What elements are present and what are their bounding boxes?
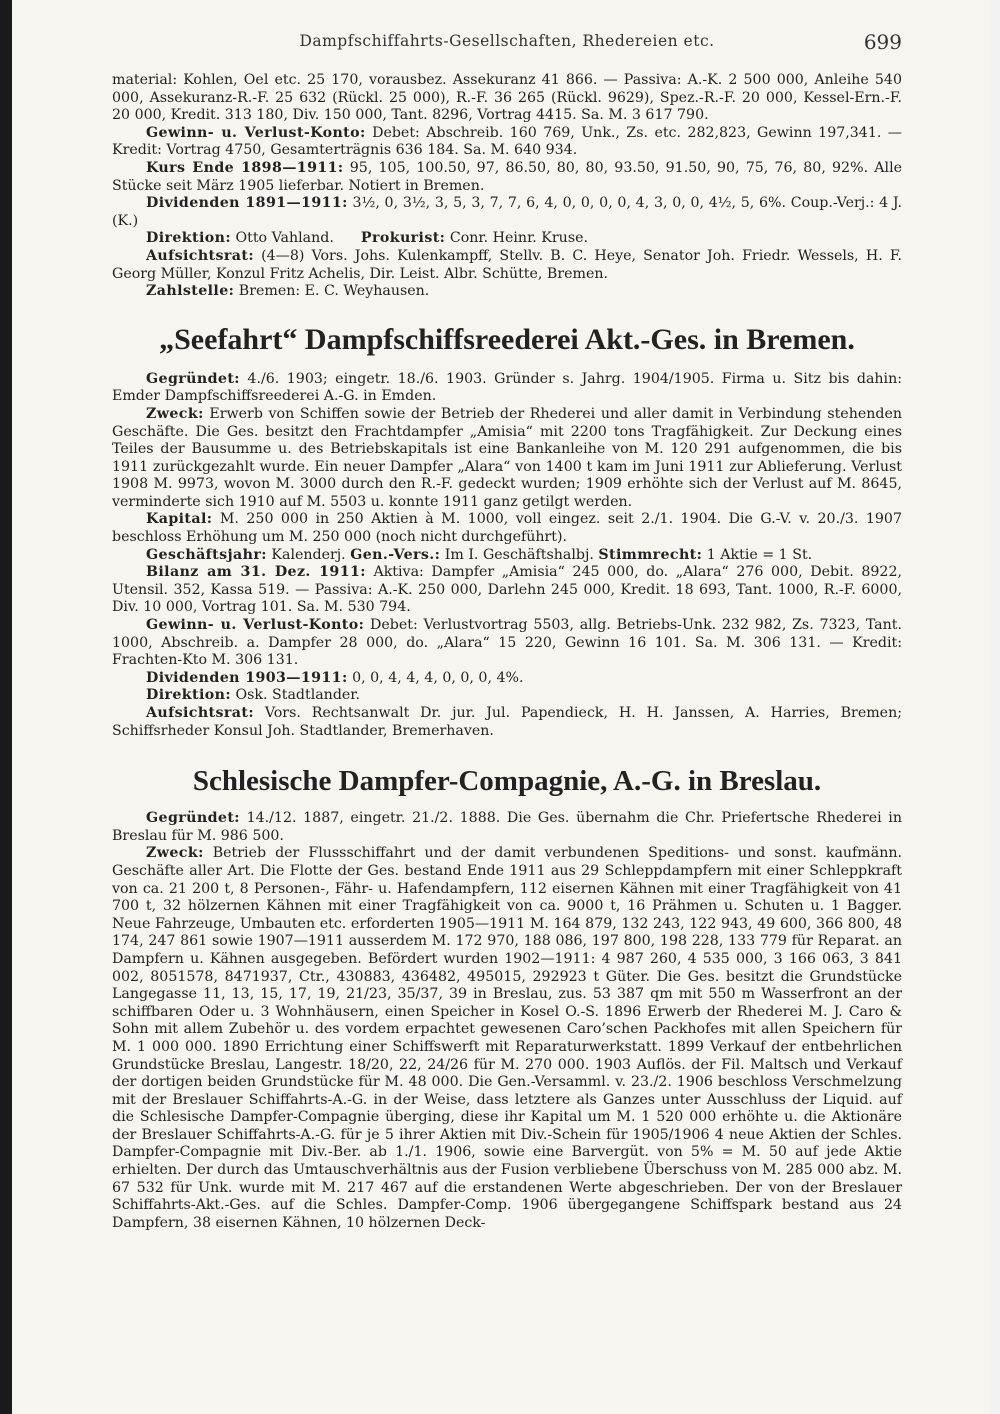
running-title: Dampfschiffahrts-Gesellschaften, Rhedereien etc. bbox=[299, 32, 715, 50]
previous-entry bbox=[112, 72, 902, 301]
page-number: 699 bbox=[863, 30, 902, 54]
dividends: Dividenden 1891—1911: 3½, 0, 3½, 3, 5, 3, 7, 7, 6, 4, 0, 0, 0, 0, 4, 3, 0, 0, 4½, 5, 6%. Coup.-Verj.: 4 J. (K.) bbox=[112, 195, 903, 229]
supervisory-board: Aufsichtsrat: (4—8) Vors. Johs. Kulenkampff, Stellv. B. C. Heye, Senator Joh. Friedr. Wessels, H. F. Georg Müller, Konzul Fritz Achelis, Dir. Leist. Albr. Schütte, Bremen. bbox=[112, 247, 903, 282]
founded: Gegründet: 14./12. 1887, eingetr. 21./2. 1888. Die Ges. übernahm die Chr. Priefertsche Rhederei in Breslau für M. 986 500. bbox=[112, 810, 902, 844]
profit-loss-account: Gewinn- u. Verlust-Konto: Debet: Abschreib. 160 769, Unk., Zs. etc. 282,823, Gewinn 197,341. — Kredit: Vortrag 4750, Gesamterträgnis 636 184. Sa. M. 640 934. bbox=[112, 124, 902, 159]
balance-sheet: Bilanz am 31. Dez. 1911: Aktiva: Dampfer „Amisia“ 245 000, do. „Alara“ 276 000, Debit. 8922, Utensil. 352, Kassa 519. — Passiva: A.-K. 250 000, Darlehn 245 000, Kredit. 18 693, Tant. 1000, R.-F. 6000, Div. 10 000, Vortrag 101. Sa. M. 530 794. bbox=[112, 564, 902, 616]
profit-loss-account: Gewinn- u. Verlust-Konto: Debet: Verlustvortrag 5503, allg. Betriebs-Unk. 232 982, Zs. 7323, Tant. 1000, Abschreib. a. Dampfer 28 000, do. „Alara“ 15 220, Gewinn 16 101. Sa. M. 306 131. — Kredit: Frachten-Kto M. 306 131. bbox=[112, 617, 902, 669]
purpose: Zweck: Betrieb der Flussschiffahrt und der damit verbundenen Speditions- und sonst. kaufmänn. Geschäfte aller Art. Die Flotte der Ges. bestand Ende 1911 aus 29 Schleppdampfern mit einer Schleppkraft von ca. 21 200 t, 8 Personen-, Fähr- u. Hafendampfern, 112 eisernen Kähnen mit einer Tragfähigkeit von 41 700 t, 32 hölzernen Kähnen mit einer Tragfähigkeit von ca. 9000 t, 16 Prähmen u. Schuten u. 1 Bagger. Neue Fahrzeuge, Umbauten etc. erforderten 1905—1911 M. 164 879, 132 243, 122 943, 49 600, 366 800, 48 174, 247 861 sowie 1907—1911 ausserdem M. 172 970, 188 086, 197 800, 198 228, 133 779 für Reparat. an Dampfern u. Kähnen ausgegeben. Befördert wurden 1902—1911: 4 987 260, 4 535 000, 3 166 063, 3 841 002, 8051578, 8471937, Ctr., 430883, 436482, 495015, 292923 t Güter. Die Ges. besitzt die Grundstücke Langegasse 11, 13, 15, 17, 19, 21/23, 35/37, 39 in Breslau, zus. 53 387 qm mit 550 m Wasserfront an der schiffbaren Oder u. 3 Wohnhäusern, einen Speicher in Kosel O.-S. 1896 Erwerb der Rhederei M. J. Caro & Sohn mit allem Zubehör u. des vordem erpachtet gewesenen Caro’schen Packhofes mit allen Speichern für M. 1 000 000. 1890 Errichtung einer Schiffswerft mit Reparaturwerkstatt. 1899 Verkauf der entbehrlichen Grundstücke Breslau, Langestr. 18/20, 22, 24/26 für M. 270 000. 1903 Auflös. der Fil. Maltsch und Verkauf der dortigen beiden Grundstücke für M. 48 000. Die Gen.-Versamml. v. 23./2. 1906 beschloss Verschmelzung mit der Breslauer Schiffahrts-A.-G. in der Weise, dass letztere als Ganzes unter Ausschluss der Liquid. auf die Schlesische Dampfer-Compagnie überging, diese ihr Kapital um M. 1 520 000 erhöhte u. die Aktionäre der Breslauer Schiffahrts-A.-G. für je 5 ihrer Aktien mit Div.-Schein für 1905/1906 4 neue Aktien der Schles. Dampfer-Compagnie mit Div.-Ber. ab 1./1. 1906, sowie eine Barvergüt. von 5% = M. 50 auf jede Aktie erhielten. Der durch das Umtauschverhältnis aus der Fusion verbliebene Überschuss von M. 285 000 abz. M. 67 532 für Unk. wurde mit M. 217 467 auf die erstandenen Werte abgeschrieben. Der von der Breslauer Schiffahrts-Akt.-Ges. auf die Schles. Dampfer-Comp. 1906 übergegangene Schiffspark bestand aus 24 Dampfern, 38 eisernen Kähnen, 10 hölzernen Deck- bbox=[112, 845, 903, 1231]
company-title: „Seefahrt“ Dampfschiffsreederei Akt.-Ges. in Bremen. bbox=[159, 322, 855, 356]
dividends: Dividenden 1903—1911: 0, 0, 4, 4, 4, 0, 0, 0, 4%. bbox=[146, 669, 524, 686]
balance-continuation: material: Kohlen, Oel etc. 25 170, vorausbez. Assekuranz 41 866. — Passiva: A.-K. 2 500 000, Anleihe 540 000, Assekuranz-R.-F. 25 632 (Rückl. 25 000), R.-F. 36 265 (Rückl. 9629), Spez.-R.-F. 20 000, Kessel-Ern.-F. 20 000, Kredit. 313 180, Div. 150 000, Tant. 8296, Vortrag 4415. Sa. M. 3 617 790. bbox=[112, 72, 902, 124]
company-title: Schlesische Dampfer-Compagnie, A.-G. in Breslau. bbox=[192, 765, 822, 798]
management: Direktion: Otto Vahland. Prokurist: Conr. Heinr. Kruse. bbox=[146, 230, 589, 247]
supervisory-board: Aufsichtsrat: Vors. Rechtsanwalt Dr. jur. Jul. Papendieck, H. H. Janssen, A. Harries, Bremen; Schiffsrheder Konsul Joh. Stadtlander, Bremerhaven. bbox=[112, 705, 902, 739]
paying-agent: Zahlstelle: Bremen: E. C. Weyhausen. bbox=[146, 283, 430, 300]
purpose: Zweck: Erwerb von Schiffen sowie der Betrieb der Rhederei und aller damit in Verbindung stehenden Geschäfte. Die Ges. besitzt den Frachtdampfer „Amisia“ mit 2200 tons Tragfähigkeit. Zur Deckung eines Teiles der Bausumme u. des Betriebskapitals ist eine Bankanleihe von M. 120 291 aufgenommen, die bis 1911 zurückgezahlt wurde. Ein neuer Dampfer „Alara“ von 1400 t kam im Juni 1911 zur Ablieferung. Verlust 1908 M. 9973, wovon M. 3000 durch den R.-F. gedeckt wurden; 1909 erhöhte sich der Verlust auf M. 8645, verminderte sich 1910 auf M. 5503 u. konnte 1911 ganz getilgt werden. bbox=[112, 405, 902, 510]
price-history: Kurs Ende 1898—1911: 95, 105, 100.50, 97, 86.50, 80, 80, 93.50, 91.50, 90, 75, 76, 80, 92%. Alle Stücke seit März 1905 lieferbar. Notiert in Bremen. bbox=[112, 159, 902, 194]
capital: Kapital: M. 250 000 in 250 Aktien à M. 1000, voll eingez. seit 2./1. 1904. Die G.-V. v. 20./3. 1907 beschloss Erhöhung um M. 250 000 (noch nicht durchgeführt). bbox=[112, 511, 902, 546]
page-header bbox=[112, 32, 902, 60]
fiscal-year: Geschäftsjahr: Kalenderj. Gen.-Vers.: Im I. Geschäftshalbj. Stimmrecht: 1 Aktie = 1 St. bbox=[146, 546, 813, 563]
founded: Gegründet: 4./6. 1903; eingetr. 18./6. 1903. Gründer s. Jahrg. 1904/1905. Firma u. Sitz bis dahin: Emder Dampfschiffsreederei A.-G. in Emden. bbox=[112, 370, 902, 405]
company-entry-seefahrt bbox=[112, 323, 902, 740]
management: Direktion: Osk. Stadtlander. bbox=[146, 687, 361, 704]
company-entry-schlesische bbox=[112, 764, 902, 1232]
page-content bbox=[112, 72, 902, 1232]
